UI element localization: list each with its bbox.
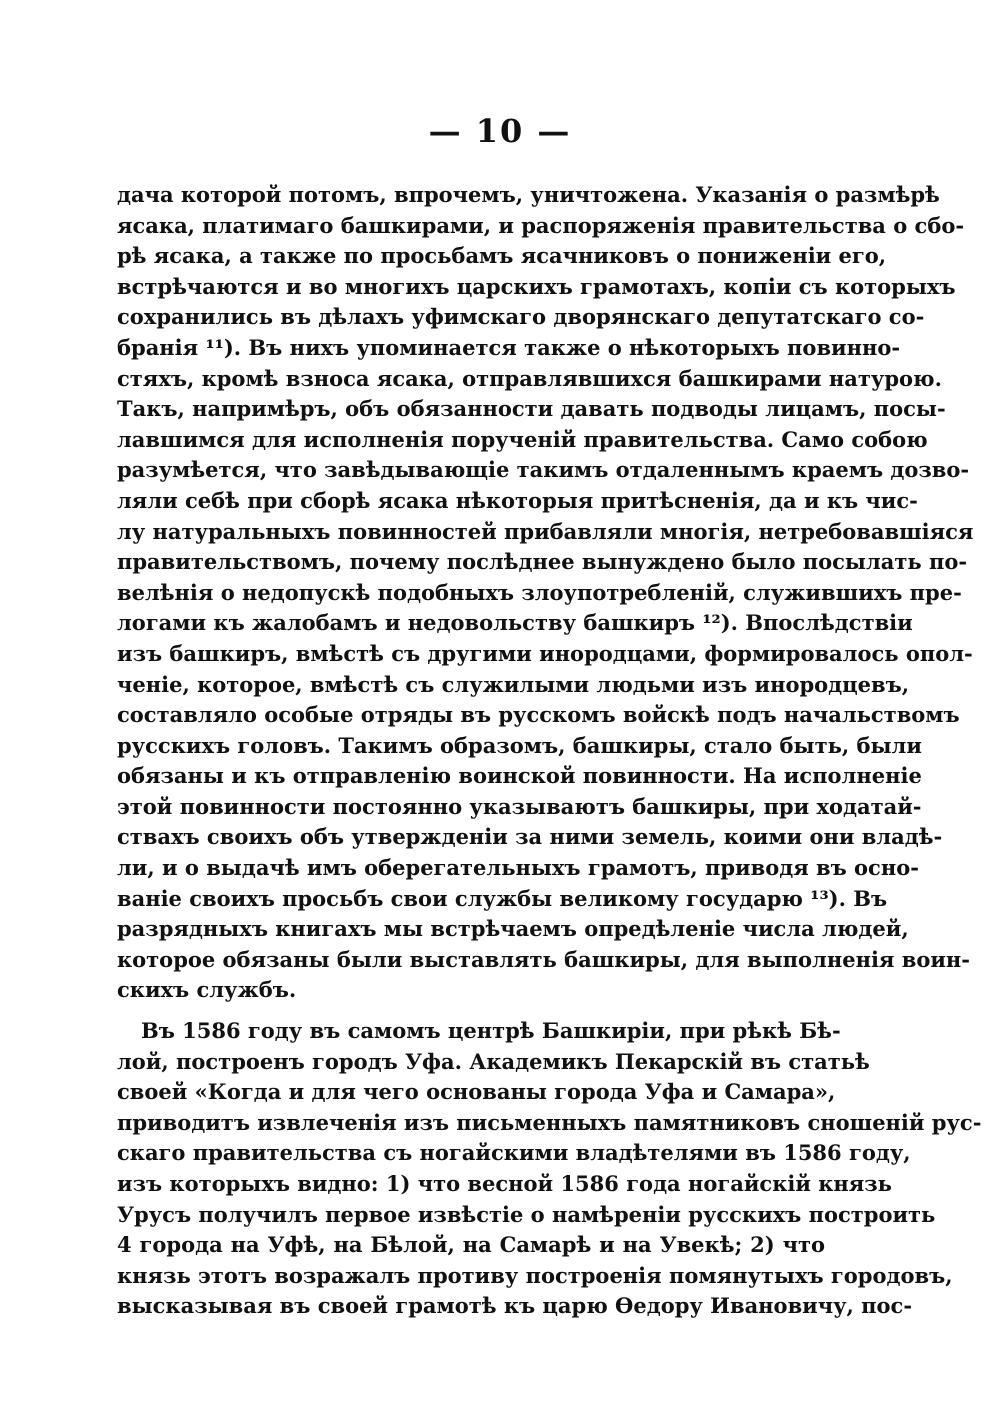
text-line: ствахъ своихъ объ утвержденіи за ними земель, коими они владѣ- [117,824,943,850]
text-line: изъ башкиръ, вмѣстѣ съ другими инородцами, формировалось опол- [117,640,973,666]
text-line: бранія ¹¹). Въ нихъ упоминается также о нѣкоторыхъ повинно- [117,334,901,360]
text-line: встрѣчаются и во многихъ царскихъ грамотахъ, копіи съ которыхъ [117,273,956,299]
text-line: дача которой потомъ, впрочемъ, уничтожена. Указанія о размѣрѣ [117,182,940,207]
text-line: разрядныхъ книгахъ мы встрѣчаемъ опредѣленіе числа людей, [117,916,909,942]
page-number: — 10 — [428,112,572,150]
text-line: рѣ ясака, а также по просьбамъ ясачниковъ о пониженіи его, [117,243,887,269]
text-line: которое обязаны были выставлять башкиры, для выполненія воин- [117,946,971,972]
text-line: изъ которыхъ видно: 1) что весной 1586 года ногайскій князь [117,1171,892,1196]
text-line: обязаны и къ отправленію воинской повинности. На исполненіе [117,763,922,789]
text-line: Въ 1586 году въ самомъ центрѣ Башкиріи, при рѣкѣ Бѣ- [141,1018,841,1044]
text-line: стяхъ, кромѣ взноса ясака, отправлявшихся башкирами натурою. [117,365,942,391]
text-line: лавшимся для исполненія порученій правительства. Само собою [117,426,928,452]
text-line: лу натуральныхъ повинностей прибавляли многія, нетребовавшіяся [117,518,974,544]
text-line: Урусъ получилъ первое извѣстіе о намѣреніи русскихъ построить [117,1201,936,1227]
body-text [117,180,982,1322]
text-line: приводитъ извлеченія изъ письменныхъ памятниковъ сношеній рус- [117,1109,982,1135]
text-line: ляли себѣ при сборѣ ясака нѣкоторыя притѣсненія, да и къ чис- [117,487,918,513]
text-line: ясака, платимаго башкирами, и распоряженія правительства о сбо- [117,212,965,238]
text-line: скихъ службъ. [117,977,297,1003]
text-line: ли, и о выдачѣ имъ оберегательныхъ грамотъ, приводя въ осно- [117,855,919,881]
text-line: своей «Когда и для чего основаны города Уфа и Самара», [117,1079,836,1105]
text-line: князь этотъ возражалъ противу построенія помянутыхъ городовъ, [117,1262,953,1288]
text-line: велѣнія о недопускѣ подобныхъ злоупотребленій, служившихъ пре- [117,579,962,605]
text-line: скаго правительства съ ногайскими владѣтелями въ 1586 году, [117,1140,911,1166]
text-line: сохранились въ дѣлахъ уфимскаго дворянскаго депутатскаго со- [117,304,925,330]
text-line: логами къ жалобамъ и недовольству башкиръ ¹²). Впослѣдствіи [117,610,913,636]
text-line: высказывая въ своей грамотѣ къ царю Ѳедору Ивановичу, пос- [117,1293,913,1319]
text-line: этой повинности постоянно указываютъ башкиры, при ходатай- [117,793,922,819]
text-line: правительствомъ, почему послѣднее вынуждено было посылать по- [117,549,968,575]
text-line: разумѣется, что завѣдывающіе такимъ отдаленнымъ краемъ дозво- [117,457,970,483]
paragraph-1 [117,180,974,1006]
text-line: ченіе, которое, вмѣстѣ съ служилыми людьми изъ инородцевъ, [117,671,910,697]
text-line: ваніе своихъ просьбъ свои службы великому государю ¹³). Въ [117,885,888,911]
text-line: составляло особые отряды въ русскомъ войскѣ подъ начальствомъ [117,702,960,728]
paragraph-gap [117,1006,825,1016]
text-line: Такъ, напримѣръ, объ обязанности давать подводы лицамъ, посы- [117,396,946,422]
text-line: 4 города на Уфѣ, на Бѣлой, на Самарѣ и на Увекѣ; 2) что [117,1232,825,1258]
text-line: лой, построенъ городъ Уфа. Академикъ Пекарскій въ статьѣ [117,1048,870,1074]
text-line: русскихъ головъ. Такимъ образомъ, башкиры, стало быть, были [117,732,922,758]
paragraph-2 [117,1016,982,1322]
